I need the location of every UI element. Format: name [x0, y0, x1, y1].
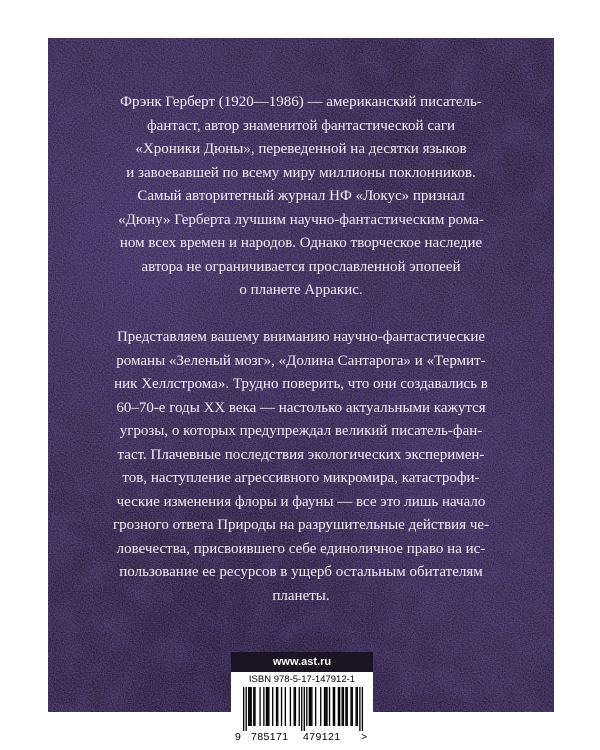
barcode-bar [304, 687, 305, 731]
barcode-bar [272, 687, 273, 726]
text-line: Представляем вашему вниманию научно-фантастические [116, 329, 486, 345]
barcode-bar [342, 687, 343, 726]
barcode-bar [294, 687, 295, 726]
barcode-bar [285, 687, 286, 726]
book-back-cover [48, 38, 554, 743]
barcode-icon [243, 687, 363, 731]
ean-left-digits: 785171 [251, 731, 289, 743]
text-line: Фрэнк Герберт (1920—1986) — американский писатель- [120, 94, 482, 110]
text-line: тов, наступление агрессивного микромира, катастрофи- [122, 470, 480, 486]
barcode-bar [310, 687, 311, 726]
book-description [68, 326, 534, 608]
barcode-bar [339, 687, 340, 726]
ean-digits [233, 731, 371, 743]
barcode-bar [355, 687, 356, 726]
text-line: пользование ее ресурсов в ущерб остальным обитателям [119, 564, 483, 580]
barcode-bar [249, 687, 250, 726]
text-line: угрозы, о которых предупреждал великий писатель-фан- [119, 423, 483, 439]
barcode-bar [295, 687, 296, 726]
isbn-label: ISBN 978-5-17-147912-1 [248, 674, 356, 685]
barcode-bar [320, 687, 321, 726]
barcode-bar [329, 687, 330, 726]
barcode-bar [326, 687, 327, 726]
barcode-bar [254, 687, 255, 726]
barcode-bar [311, 687, 312, 726]
barcode-bar [281, 687, 282, 726]
barcode-bar [243, 687, 244, 731]
barcode-bar [357, 687, 358, 726]
text-line: «Дюну» Герберта лучшим научно-фантастическим рома- [118, 211, 484, 228]
barcode-bar [347, 687, 348, 726]
text-line: грозного ответа Природы на разрушительные действия че- [112, 517, 490, 533]
barcode-bar [309, 687, 310, 726]
barcode-bar [263, 687, 264, 726]
text-line: 60–70-е годы XX века — настолько актуальными кажутся [116, 399, 486, 416]
barcode-bar [350, 687, 351, 726]
barcode-bar [343, 687, 344, 726]
barcode-bar [333, 687, 334, 726]
barcode-bar [277, 687, 278, 726]
barcode-bar [246, 687, 247, 731]
barcode-bar [325, 687, 326, 726]
barcode-bar [248, 687, 249, 726]
text-line: таст. Плачевные последствия экологических эксперимен- [117, 446, 485, 463]
barcode-bar [359, 687, 360, 731]
text-line: романы «Зеленый мозг», «Долина Сантарога» и «Термит- [116, 352, 486, 369]
text-line: и завоевавшей по всему миру миллионы поклонников. [126, 164, 476, 181]
barcode-bar [315, 687, 316, 726]
text-line: ческие изменения флоры и фауны — все это лишь начало [116, 493, 486, 510]
text-line: Самый авторитетный журнал НФ «Локус» признал [137, 188, 465, 204]
barcode-bar [324, 687, 325, 726]
text-line: ловечества, присвоившего себе единоличное право на ис- [116, 540, 486, 557]
text-line: планеты. [272, 587, 330, 604]
barcode-bar [266, 687, 267, 726]
ean-first-digit: 9 [235, 731, 241, 743]
ean-end-mark: > [361, 731, 368, 743]
barcode-bar [334, 687, 335, 726]
text-line: ник Хеллстрома». Трудно поверить, что они создавались в [114, 376, 488, 392]
barcode-bar [345, 687, 346, 726]
text-line: ном всех времен и народов. Однако творческое наследие [119, 235, 483, 251]
barcode-bar [338, 687, 339, 726]
barcode-bar [306, 687, 307, 726]
barcode-bar [299, 687, 300, 726]
publisher-url: www.ast.ru [231, 652, 373, 672]
text-line: «Хроники Дюны», переведенной на десятки языков [135, 141, 467, 157]
barcode-bar [352, 687, 353, 726]
barcode-bar [362, 687, 363, 731]
barcode-bar [268, 687, 269, 726]
barcode-box [231, 652, 373, 745]
author-description [68, 91, 534, 303]
barcode-bar [301, 687, 302, 731]
text-line: о планете Арракис. [239, 282, 363, 298]
text-line: фантаст, автор знаменитой фантастической саги [146, 117, 456, 134]
ean-right-digits: 479121 [303, 731, 341, 743]
text-line: автора не ограничивается прославленной эпопеей [141, 258, 461, 275]
barcode-bar [276, 687, 277, 726]
barcode-bar [253, 687, 254, 726]
barcode-bar [251, 687, 252, 726]
barcode-bar [259, 687, 260, 726]
barcode-bar [290, 687, 291, 726]
barcode-bar [267, 687, 268, 726]
